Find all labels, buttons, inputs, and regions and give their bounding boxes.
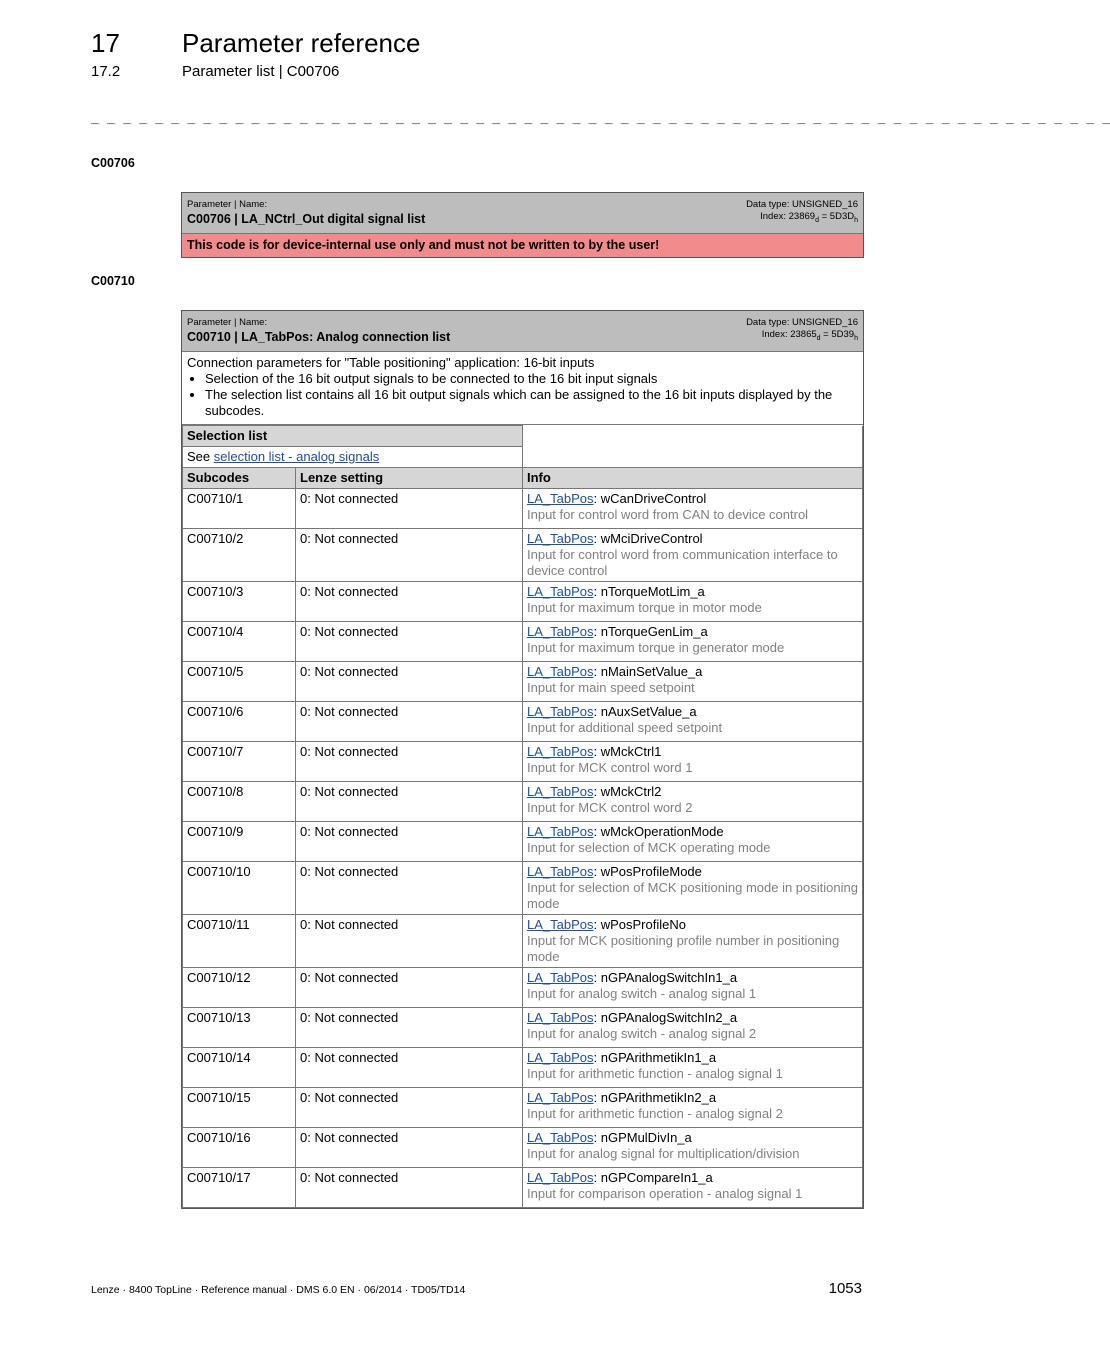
info-cell (523, 489, 863, 529)
param-name: C00710 | LA_TabPos: Analog connection list (187, 330, 451, 344)
table-row (183, 622, 863, 662)
subcode-cell: C00710/11 (183, 915, 296, 968)
signal-link[interactable]: LA_TabPos (527, 664, 594, 679)
setting-cell: 0: Not connected (296, 1008, 523, 1048)
description-bullets (187, 371, 858, 419)
col-header-subcodes: Subcodes (183, 468, 296, 489)
signal-link[interactable]: LA_TabPos (527, 970, 594, 985)
empty-cell (523, 426, 863, 468)
setting-cell: 0: Not connected (296, 968, 523, 1008)
subcode-cell: C00710/5 (183, 662, 296, 702)
table-row (183, 1048, 863, 1088)
info-cell (523, 1048, 863, 1088)
signal-description: Input for MCK control word 2 (527, 800, 693, 815)
subcode-cell: C00710/16 (183, 1128, 296, 1168)
signal-description: Input for selection of MCK positioning mode in positioning mode (527, 880, 858, 911)
signal-link[interactable]: LA_TabPos (527, 1090, 594, 1105)
subcode-cell: C00710/3 (183, 582, 296, 622)
footer-text: Lenze · 8400 TopLine · Reference manual · DMS 6.0 EN · 06/2014 · TD05/TD14 (91, 1284, 466, 1296)
signal-link[interactable]: LA_TabPos (527, 864, 594, 879)
c00706-box-header (182, 193, 863, 234)
info-cell (523, 1088, 863, 1128)
signal-name: : nGPMulDivIn_a (593, 1130, 692, 1145)
signal-description: Input for analog switch - analog signal 1 (527, 986, 757, 1001)
subcode-cell: C00710/8 (183, 782, 296, 822)
signal-name: : wCanDriveControl (593, 491, 707, 506)
c00706-heading: C00706 (91, 156, 135, 170)
signal-link[interactable]: LA_TabPos (527, 1050, 594, 1065)
c00710-heading: C00710 (91, 274, 135, 288)
subcode-cell: C00710/7 (183, 742, 296, 782)
table-row (183, 1168, 863, 1208)
col-header-lenze-setting: Lenze setting (296, 468, 523, 489)
signal-name: : nTorqueGenLim_a (593, 624, 708, 639)
subcode-cell: C00710/2 (183, 529, 296, 582)
subcode-cell: C00710/6 (183, 702, 296, 742)
setting-cell: 0: Not connected (296, 489, 523, 529)
signal-description: Input for analog switch - analog signal 2 (527, 1026, 757, 1041)
signal-description: Input for MCK control word 1 (527, 760, 693, 775)
info-cell (523, 822, 863, 862)
table-row (183, 915, 863, 968)
signal-description: Input for maximum torque in generator mode (527, 640, 785, 655)
info-cell (523, 529, 863, 582)
info-cell (523, 622, 863, 662)
signal-description: Input for selection of MCK operating mode (527, 840, 771, 855)
signal-link[interactable]: LA_TabPos (527, 1010, 594, 1025)
signal-link[interactable]: LA_TabPos (527, 531, 594, 546)
data-type: Data type: UNSIGNED_16 (746, 199, 858, 210)
signal-link[interactable]: LA_TabPos (527, 704, 594, 719)
signal-description: Input for control word from CAN to device control (527, 507, 809, 522)
param-name: C00706 | LA_NCtrl_Out digital signal list (187, 212, 426, 226)
bullet-item: • The selection list contains all 16 bit output signals which can be assigned to the 16 bit inputs displayed by the subcodes. (205, 387, 858, 419)
setting-cell: 0: Not connected (296, 582, 523, 622)
table-row (183, 489, 863, 529)
info-cell (523, 702, 863, 742)
info-cell (523, 1008, 863, 1048)
c00710-box-header (182, 311, 863, 352)
signal-description: Input for analog signal for multiplication/division (527, 1146, 800, 1161)
signal-description: Input for arithmetic function - analog signal 2 (527, 1106, 783, 1121)
selection-list-link[interactable]: selection list - analog signals (213, 449, 380, 464)
index-value: Index: $23865_d = 5D39_h$ (761, 329, 858, 342)
info-cell (523, 915, 863, 968)
signal-name: : nGPAnalogSwitchIn1_a (593, 970, 738, 985)
table-row (183, 862, 863, 915)
signal-name: : nGPAnalogSwitchIn2_a (593, 1010, 738, 1025)
signal-description: Input for control word from communication interface to device control (527, 547, 838, 578)
parameter-description (182, 352, 863, 425)
info-cell (523, 862, 863, 915)
subcode-cell: C00710/10 (183, 862, 296, 915)
selection-list-header: Selection list (183, 426, 523, 447)
data-type: Data type: UNSIGNED_16 (746, 317, 858, 328)
setting-cell: 0: Not connected (296, 622, 523, 662)
info-cell (523, 582, 863, 622)
signal-name: : wMckCtrl1 (593, 744, 662, 759)
setting-cell: 0: Not connected (296, 782, 523, 822)
param-label: Parameter | Name: (187, 317, 268, 328)
chapter-number: 17 (91, 28, 120, 58)
c00710-parameter-box (181, 310, 864, 1209)
subcode-cell: C00710/14 (183, 1048, 296, 1088)
table-row (183, 582, 863, 622)
signal-link[interactable]: LA_TabPos (527, 491, 594, 506)
table-row (183, 968, 863, 1008)
signal-description: Input for main speed setpoint (527, 680, 695, 695)
setting-cell: 0: Not connected (296, 862, 523, 915)
section-title: Parameter list | C00706 (182, 63, 340, 80)
table-row (183, 1088, 863, 1128)
c00706-parameter-box (181, 192, 864, 258)
data-type-info (746, 199, 858, 227)
setting-cell: 0: Not connected (296, 822, 523, 862)
setting-cell: 0: Not connected (296, 529, 523, 582)
signal-link[interactable]: LA_TabPos (527, 784, 594, 799)
signal-name: : nAuxSetValue_a (593, 704, 697, 719)
col-header-info: Info (523, 468, 863, 489)
warning-banner: This code is for device-internal use only and must not be written to by the user! (182, 234, 863, 257)
signal-description: Input for maximum torque in motor mode (527, 600, 762, 615)
param-label: Parameter | Name: (187, 199, 268, 210)
signal-description: Input for additional speed setpoint (527, 720, 723, 735)
table-row (183, 702, 863, 742)
signal-description: Input for MCK positioning profile number in positioning mode (527, 933, 840, 964)
separator-line: _ _ _ _ _ _ _ _ _ _ _ _ _ _ _ _ _ _ _ _ _ _ _ _ _ _ _ _ _ _ _ _ _ _ _ _ _ _ _ _ _ _ _ _ _ _ _ _ _ _ _ _ _ _ _ _ _ _ _ _ _ _ _ _ (91, 110, 1110, 125)
selection-list-ref: See selection list - analog signals (183, 447, 523, 468)
info-cell (523, 1168, 863, 1208)
signal-link[interactable]: LA_TabPos (527, 624, 594, 639)
signal-link[interactable]: LA_TabPos (527, 824, 594, 839)
setting-cell: 0: Not connected (296, 1128, 523, 1168)
setting-cell: 0: Not connected (296, 662, 523, 702)
subcode-cell: C00710/15 (183, 1088, 296, 1128)
table-row (183, 742, 863, 782)
setting-cell: 0: Not connected (296, 1088, 523, 1128)
signal-name: : wMckCtrl2 (593, 784, 662, 799)
setting-cell: 0: Not connected (296, 1048, 523, 1088)
info-cell (523, 1128, 863, 1168)
signal-name: : nMainSetValue_a (593, 664, 703, 679)
subcode-cell: C00710/13 (183, 1008, 296, 1048)
setting-cell: 0: Not connected (296, 742, 523, 782)
signal-link[interactable]: LA_TabPos (527, 1170, 594, 1185)
signal-name: : wPosProfileNo (593, 917, 686, 932)
signal-name: : nGPCompareIn1_a (593, 1170, 713, 1185)
signal-name: : wPosProfileMode (593, 864, 702, 879)
signal-name: : wMciDriveControl (593, 531, 703, 546)
signal-link[interactable]: LA_TabPos (527, 584, 594, 599)
subcode-table (182, 425, 863, 1208)
table-row (183, 529, 863, 582)
signal-name: : nTorqueMotLim_a (593, 584, 705, 599)
data-type-info (746, 317, 858, 345)
table-row (183, 1008, 863, 1048)
signal-name: : wMckOperationMode (593, 824, 724, 839)
index-value: Index: $23869_d = 5D3D_h$ (760, 211, 858, 224)
chapter-title: Parameter reference (182, 28, 421, 58)
signal-name: : nGPArithmetikIn2_a (593, 1090, 717, 1105)
signal-description: Input for comparison operation - analog signal 1 (527, 1186, 803, 1201)
signal-description: Input for arithmetic function - analog signal 1 (527, 1066, 783, 1081)
info-cell (523, 742, 863, 782)
subcode-cell: C00710/9 (183, 822, 296, 862)
info-cell (523, 968, 863, 1008)
setting-cell: 0: Not connected (296, 1168, 523, 1208)
info-cell (523, 662, 863, 702)
signal-link[interactable]: LA_TabPos (527, 917, 594, 932)
table-row (183, 822, 863, 862)
description-text: Connection parameters for "Table positioning" application: 16-bit inputs (187, 355, 595, 370)
setting-cell: 0: Not connected (296, 915, 523, 968)
bullet-item: • Selection of the 16 bit output signals to be connected to the 16 bit input signals (205, 371, 858, 387)
table-row (183, 1128, 863, 1168)
signal-link[interactable]: LA_TabPos (527, 744, 594, 759)
signal-link[interactable]: LA_TabPos (527, 1130, 594, 1145)
subcode-cell: C00710/4 (183, 622, 296, 662)
subcode-cell: C00710/17 (183, 1168, 296, 1208)
table-row (183, 662, 863, 702)
page-number: 1053 (828, 1280, 862, 1297)
section-number: 17.2 (91, 63, 121, 80)
signal-name: : nGPArithmetikIn1_a (593, 1050, 717, 1065)
subcode-cell: C00710/12 (183, 968, 296, 1008)
setting-cell: 0: Not connected (296, 702, 523, 742)
subcode-cell: C00710/1 (183, 489, 296, 529)
info-cell (523, 782, 863, 822)
table-row (183, 782, 863, 822)
